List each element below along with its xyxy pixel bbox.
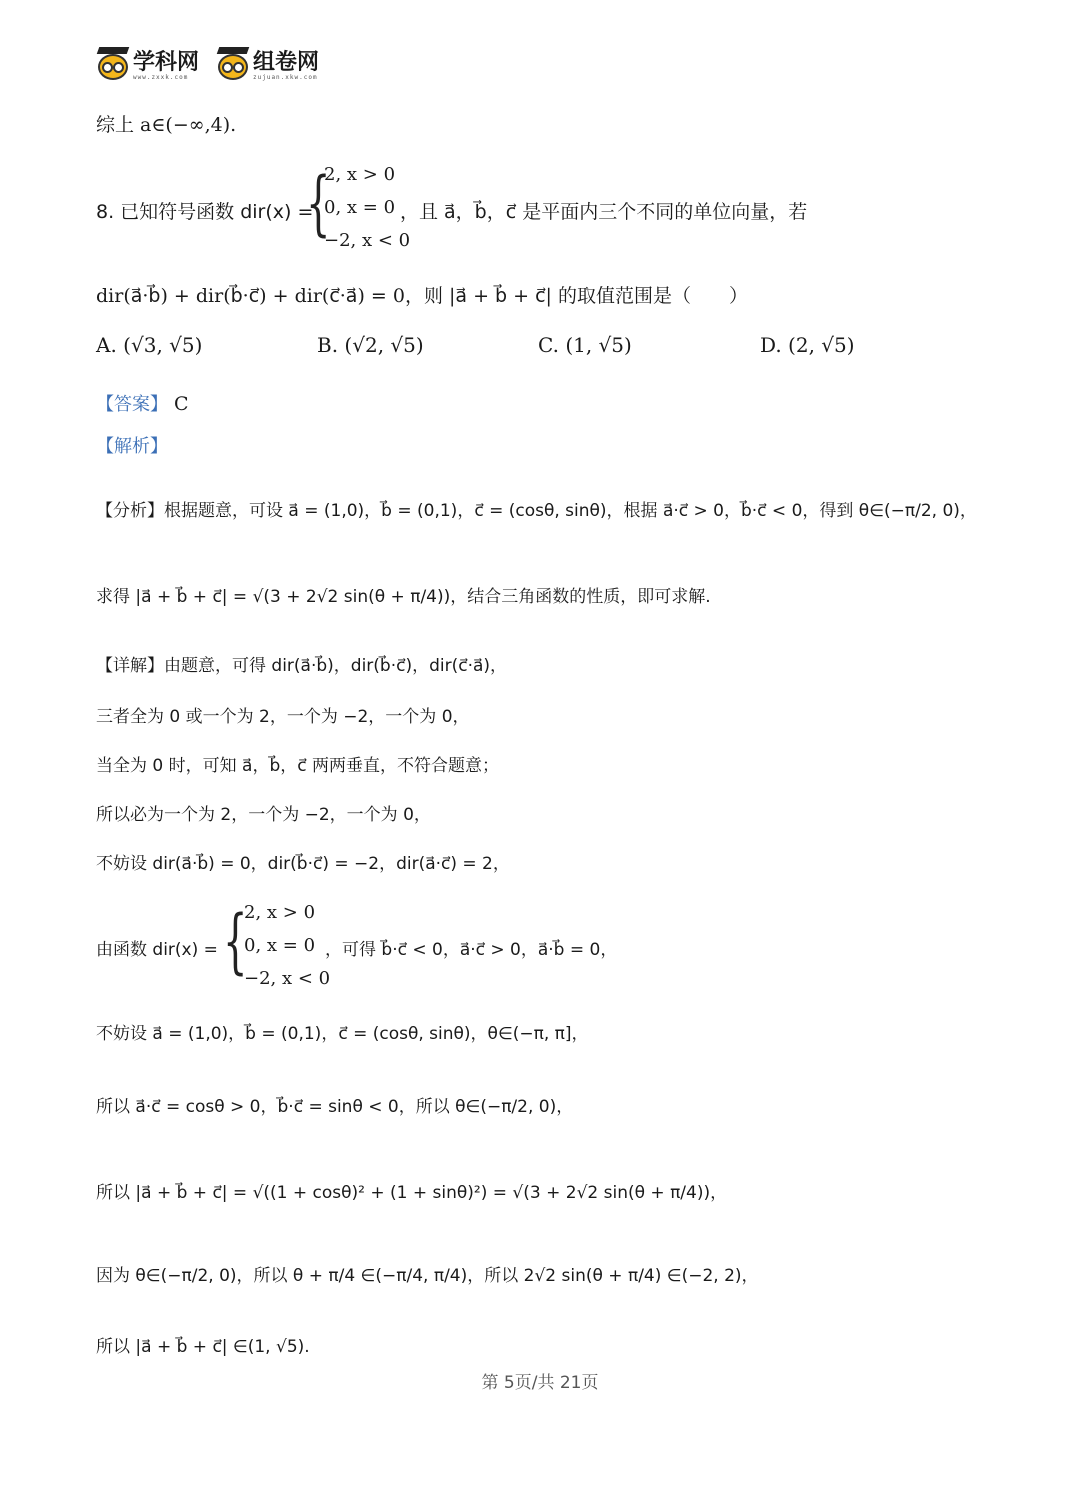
option-label: A. — [96, 333, 117, 357]
answer-tag: 【答案】 — [96, 394, 168, 415]
logo-zujuan-url: zujuan.xkw.com — [253, 74, 318, 81]
piecewise-case: −2, x < 0 — [244, 968, 331, 989]
question-intro: 8. 已知符号函数 dir(x) = — [96, 201, 314, 223]
detail-line-6: 由函数 dir(x) = — [96, 940, 218, 960]
option-value: (√2, √5) — [344, 333, 424, 357]
logo-zxxk-text: 学科网 — [133, 50, 200, 75]
owl-logo-icon — [98, 54, 128, 80]
option-b — [317, 333, 424, 357]
detail-line-11: 所以 |a⃗ + b⃗ + c⃗| ∈(1, √5). — [96, 1337, 310, 1357]
piecewise-brace: { — [223, 900, 248, 982]
detail-line-6-continued: ，可得 b⃗·c⃗ < 0，a⃗·c⃗ > 0，a⃗·b⃗ = 0， — [325, 940, 618, 960]
detail-line-1: 【详解】由题意，可得 dir(a⃗·b⃗)，dir(b⃗·c⃗)，dir(c⃗·a⃗)， — [96, 656, 508, 676]
piecewise-brace: { — [306, 162, 331, 244]
logo-zujuan — [218, 52, 319, 81]
detail-line-8: 所以 a⃗·c⃗ = cosθ > 0，b⃗·c⃗ = sinθ < 0，所以 θ∈(−π/2, 0)， — [96, 1097, 574, 1117]
piecewise-case: 2, x > 0 — [244, 902, 316, 923]
option-value: (1, √5) — [565, 333, 632, 357]
analysis-tag: 【解析】 — [96, 436, 168, 457]
piecewise-cases — [324, 158, 410, 257]
piecewise-case: 0, x = 0 — [244, 935, 316, 956]
answer-line — [96, 390, 189, 416]
detail-line-4: 所以必为一个为 2，一个为 −2，一个为 0， — [96, 805, 431, 825]
question-condition: dir(a⃗·b⃗) + dir(b⃗·c⃗) + dir(c⃗·a⃗) = 0，则 |a⃗ + b⃗ + c⃗| 的取值范围是（ ） — [96, 285, 748, 307]
detail-line-3: 当全为 0 时，可知 a⃗，b⃗，c⃗ 两两垂直，不符合题意； — [96, 756, 499, 776]
piecewise-case: 2, x > 0 — [324, 164, 396, 185]
analysis-line-1: 【分析】根据题意，可设 a⃗ = (1,0)，b⃗ = (0,1)，c⃗ = (cosθ, sinθ)，根据 a⃗·c⃗ > 0，b⃗·c⃗ < 0，得到 θ∈(−π/2, 0)， — [96, 501, 977, 521]
answer-value: C — [174, 393, 189, 415]
analysis-heading — [96, 432, 168, 458]
option-d — [760, 333, 855, 357]
logo-zxxk — [98, 52, 199, 81]
detail-line-10: 因为 θ∈(−π/2, 0)，所以 θ + π/4 ∈(−π/4, π/4)，所以 2√2 sin(θ + π/4) ∈(−2, 2)， — [96, 1266, 759, 1286]
option-value: (√3, √5) — [123, 333, 203, 357]
detail-line-5: 不妨设 dir(a⃗·b⃗) = 0，dir(b⃗·c⃗) = −2，dir(a⃗·c⃗) = 2， — [96, 854, 510, 874]
piecewise-case: 0, x = 0 — [324, 197, 396, 218]
option-c — [538, 333, 632, 357]
detail-line-7: 不妨设 a⃗ = (1,0)，b⃗ = (0,1)，c⃗ = (cosθ, sinθ)，θ∈(−π, π]， — [96, 1024, 589, 1044]
option-label: D. — [760, 333, 782, 357]
page-number: 第 5页/共 21页 — [481, 1373, 599, 1393]
option-label: C. — [538, 333, 559, 357]
analysis-line-2: 求得 |a⃗ + b⃗ + c⃗| = √(3 + 2√2 sin(θ + π/4))，结合三角函数的性质，即可求解. — [96, 587, 711, 607]
conclusion-line: 综上 a∈(−∞,4). — [96, 114, 237, 136]
owl-logo-icon — [218, 54, 248, 80]
logo-zxxk-url: www.zxxk.com — [133, 74, 189, 81]
option-value: (2, √5) — [788, 333, 855, 357]
option-label: B. — [317, 333, 339, 357]
piecewise-case: −2, x < 0 — [324, 230, 411, 251]
option-a — [96, 333, 202, 357]
question-intro-continued: ，且 a⃗，b⃗，c⃗ 是平面内三个不同的单位向量，若 — [400, 201, 808, 223]
logo-zujuan-text: 组卷网 — [253, 50, 320, 75]
detail-line-2: 三者全为 0 或一个为 2，一个为 −2，一个为 0， — [96, 707, 470, 727]
detail-line-9: 所以 |a⃗ + b⃗ + c⃗| = √((1 + cosθ)² + (1 + sinθ)²) = √(3 + 2√2 sin(θ + π/4))， — [96, 1183, 728, 1203]
piecewise-cases — [244, 896, 330, 995]
